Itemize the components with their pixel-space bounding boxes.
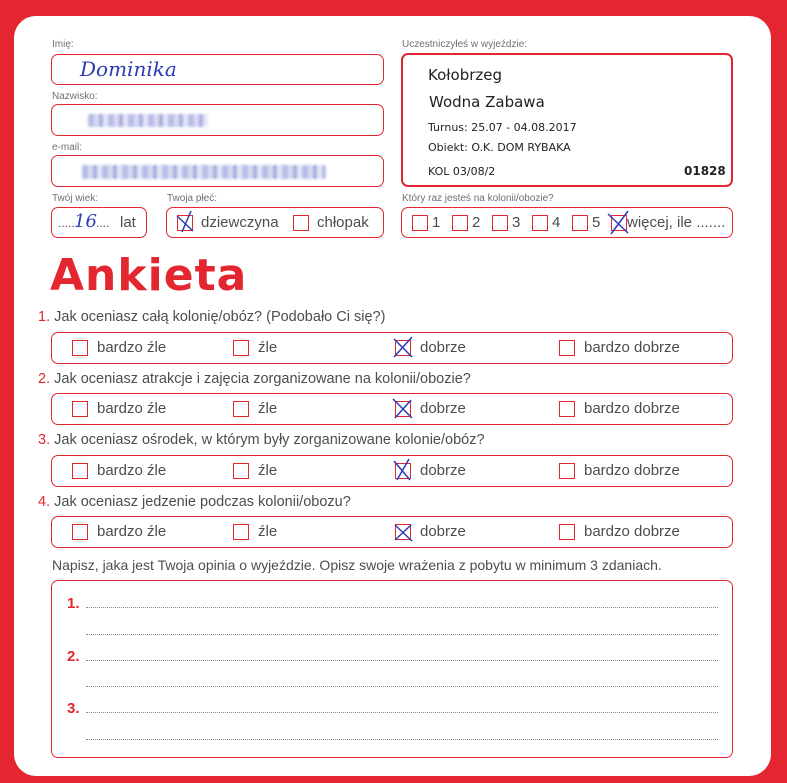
- question-1-text: Jak oceniasz całą kolonię/obóz? (Podobało Ci się?): [54, 309, 386, 325]
- times-more-checkbox[interactable]: [611, 215, 627, 231]
- first-name-label: Imię:: [52, 39, 74, 50]
- question-2: [38, 371, 471, 387]
- opinion-line-2a: [86, 660, 718, 661]
- q2-bardzo-dobrze-checkbox[interactable]: [559, 401, 575, 417]
- times-field: [401, 207, 733, 238]
- q1-bardzo-dobrze-checkbox[interactable]: [559, 340, 575, 356]
- question-3-number: 3.: [38, 432, 51, 448]
- question-4-text: Jak oceniasz jedzenie podczas kolonii/obozu?: [54, 494, 351, 510]
- q4-dobrze-label: dobrze: [420, 523, 466, 540]
- trip-obiekt: Obiekt: O.K. DOM RYBAKA: [428, 141, 571, 154]
- age-field[interactable]: [51, 207, 147, 238]
- question-4-options: [51, 516, 733, 548]
- trip-number: 01828: [684, 164, 726, 178]
- q2-dobrze-checkbox[interactable]: [395, 401, 411, 417]
- question-3-text: Jak oceniasz ośrodek, w którym były zorganizowane kolonie/obóz?: [54, 432, 485, 448]
- q1-dobrze-label: dobrze: [420, 339, 466, 356]
- q3-dobrze-label: dobrze: [420, 462, 466, 479]
- question-4: [38, 494, 351, 510]
- email-redacted: [82, 165, 326, 179]
- opinion-line-2b: [86, 686, 718, 687]
- gender-girl-checkbox[interactable]: [177, 215, 193, 231]
- q4-zle-checkbox[interactable]: [233, 524, 249, 540]
- q1-bardzo-zle-checkbox[interactable]: [72, 340, 88, 356]
- q3-bardzo-dobrze-checkbox[interactable]: [559, 463, 575, 479]
- times-2-label: 2: [472, 214, 481, 231]
- times-4-checkbox[interactable]: [532, 215, 548, 231]
- q2-bardzo-zle-label: bardzo źle: [97, 400, 167, 417]
- trip-name: Wodna Zabawa: [429, 93, 545, 111]
- trip-label: Uczestniczyłeś w wyjeździe:: [402, 39, 528, 50]
- last-name-label: Nazwisko:: [52, 91, 98, 102]
- email-field[interactable]: [51, 155, 384, 187]
- q4-bardzo-dobrze-checkbox[interactable]: [559, 524, 575, 540]
- question-1-number: 1.: [38, 309, 51, 325]
- question-2-text: Jak oceniasz atrakcje i zajęcia zorganizowane na kolonii/obozie?: [54, 371, 471, 387]
- q1-zle-label: źle: [258, 339, 278, 356]
- q3-bardzo-dobrze-label: bardzo dobrze: [584, 462, 680, 479]
- q1-bardzo-zle-label: bardzo źle: [97, 339, 167, 356]
- age-value: 16: [74, 211, 97, 232]
- q3-bardzo-zle-checkbox[interactable]: [72, 463, 88, 479]
- q1-zle-checkbox[interactable]: [233, 340, 249, 356]
- opinion-line-3b: [86, 739, 718, 740]
- question-1-options: [51, 332, 733, 364]
- q3-dobrze-checkbox[interactable]: [395, 463, 411, 479]
- q2-bardzo-dobrze-label: bardzo dobrze: [584, 400, 680, 417]
- question-2-options: [51, 393, 733, 425]
- q2-bardzo-zle-checkbox[interactable]: [72, 401, 88, 417]
- opinion-line-1a: [86, 607, 718, 608]
- question-1: [38, 309, 385, 325]
- opinion-prompt: Napisz, jaka jest Twoja opinia o wyjeździe. Opisz swoje wrażenia z pobytu w minimum 3 zdaniach.: [52, 557, 662, 573]
- q1-bardzo-dobrze-label: bardzo dobrze: [584, 339, 680, 356]
- times-3-checkbox[interactable]: [492, 215, 508, 231]
- q4-dobrze-checkbox[interactable]: [395, 524, 411, 540]
- question-2-number: 2.: [38, 371, 51, 387]
- age-unit: lat: [120, 214, 136, 231]
- last-name-redacted: [88, 114, 208, 127]
- q3-bardzo-zle-label: bardzo źle: [97, 462, 167, 479]
- trip-code: KOL 03/08/2: [428, 165, 496, 178]
- q3-zle-label: źle: [258, 462, 278, 479]
- gender-label: Twoja płeć:: [167, 193, 218, 204]
- trip-turnus: Turnus: 25.07 - 04.08.2017: [428, 121, 577, 134]
- age-dots-before: ......: [58, 216, 79, 230]
- opinion-line-1b: [86, 634, 718, 635]
- age-dots-after: ....: [96, 216, 110, 230]
- opinion-line-1-number: 1.: [67, 595, 80, 612]
- q4-zle-label: źle: [258, 523, 278, 540]
- trip-card: [401, 53, 733, 187]
- q2-zle-label: źle: [258, 400, 278, 417]
- question-3-options: [51, 455, 733, 487]
- times-2-checkbox[interactable]: [452, 215, 468, 231]
- times-5-label: 5: [592, 214, 601, 231]
- gender-girl-label: dziewczyna: [201, 214, 279, 231]
- age-label: Twój wiek:: [52, 193, 99, 204]
- times-more-label: więcej, ile .......: [627, 214, 726, 231]
- question-4-number: 4.: [38, 494, 51, 510]
- q4-bardzo-zle-checkbox[interactable]: [72, 524, 88, 540]
- times-3-label: 3: [512, 214, 521, 231]
- opinion-line-3-number: 3.: [67, 700, 80, 717]
- q3-zle-checkbox[interactable]: [233, 463, 249, 479]
- q2-dobrze-label: dobrze: [420, 400, 466, 417]
- times-5-checkbox[interactable]: [572, 215, 588, 231]
- trip-city: Kołobrzeg: [428, 66, 503, 84]
- times-1-label: 1: [432, 214, 441, 231]
- times-label: Który raz jesteś na kolonii/obozie?: [402, 193, 554, 204]
- q4-bardzo-dobrze-label: bardzo dobrze: [584, 523, 680, 540]
- q4-bardzo-zle-label: bardzo źle: [97, 523, 167, 540]
- q2-zle-checkbox[interactable]: [233, 401, 249, 417]
- q1-dobrze-checkbox[interactable]: [395, 340, 411, 356]
- opinion-line-3a: [86, 712, 718, 713]
- gender-boy-checkbox[interactable]: [293, 215, 309, 231]
- last-name-field[interactable]: [51, 104, 384, 136]
- gender-field: [166, 207, 384, 238]
- times-1-checkbox[interactable]: [412, 215, 428, 231]
- email-label: e-mail:: [52, 142, 83, 153]
- page-title: Ankieta: [50, 250, 248, 301]
- times-4-label: 4: [552, 214, 561, 231]
- gender-boy-label: chłopak: [317, 214, 369, 231]
- question-3: [38, 432, 485, 448]
- first-name-field[interactable]: [51, 54, 384, 85]
- opinion-line-2-number: 2.: [67, 648, 80, 665]
- first-name-value: Dominika: [80, 57, 177, 81]
- opinion-textarea[interactable]: [51, 580, 733, 758]
